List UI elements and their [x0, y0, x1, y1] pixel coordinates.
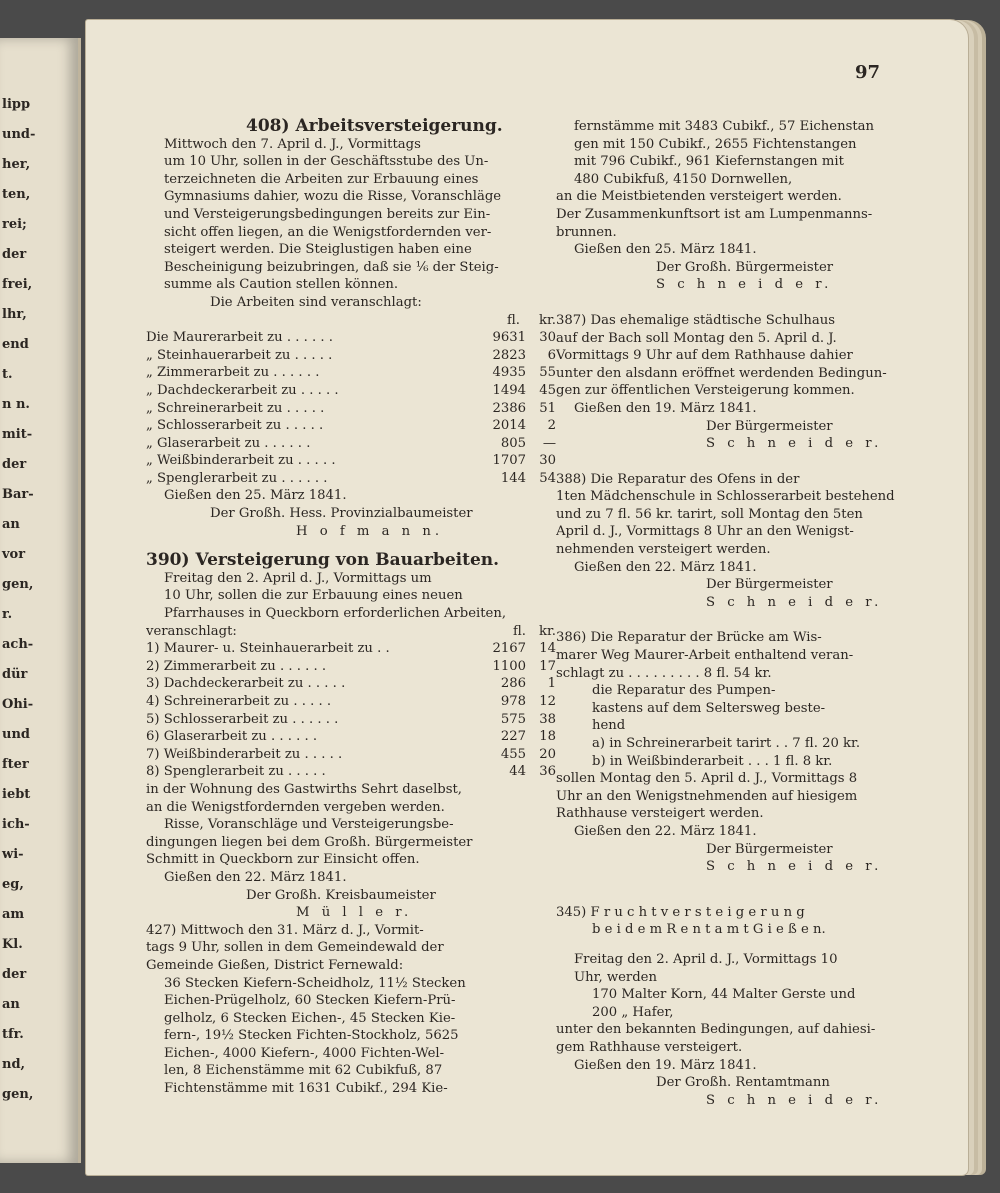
notice-427-signer-title: Der Großh. Bürgermeister — [656, 259, 834, 275]
left-page-fragment: lipp — [2, 97, 31, 112]
notice-345-heading-1: 345) F r u c h t v e r s t e i g e r u n g — [556, 904, 805, 920]
left-page-fragment: der — [2, 247, 27, 262]
notice-408-signer-name: H o f m a n n. — [296, 523, 444, 539]
cost-fl: 2386 — [492, 400, 526, 416]
text-line: an die Meistbietenden versteigert werden. — [556, 189, 842, 205]
notice-427-wood-list — [146, 975, 556, 1098]
cost-label: 8) Spenglerarbeit zu . . . . . — [146, 764, 326, 780]
text-line: 1ten Mädchenschule in Schlosserarbeit bestehend — [556, 489, 895, 505]
text-line: gem Rathhause versteigert. — [556, 1039, 743, 1055]
text-line: unter den bekannten Bedingungen, auf dahiesi- — [556, 1022, 876, 1038]
text-line: tags 9 Uhr, sollen in dem Gemeindewald der — [146, 940, 444, 956]
left-column — [146, 118, 556, 1098]
cost-fl: 44 — [509, 764, 526, 780]
text-line: 480 Cubikfuß, 4150 Dornwellen, — [574, 171, 793, 187]
cost-kr: — — [542, 435, 556, 451]
cost-row — [146, 364, 556, 382]
left-page-fragment: ach- — [2, 637, 34, 652]
left-page-fragment: ten, — [2, 187, 31, 202]
left-page-fragment: iebt — [2, 787, 31, 802]
notice-427-wood-list-cont — [556, 118, 964, 188]
cost-kr: 2 — [547, 418, 556, 434]
left-page-fragment: an — [2, 517, 20, 532]
text-line: kastens auf dem Seltersweg beste- — [592, 700, 826, 716]
cost-fl: 286 — [500, 676, 526, 692]
left-page-fragment: der — [2, 967, 27, 982]
cost-row — [146, 329, 556, 347]
text-line: Bescheinigung beizubringen, daß sie ⅙ der Steig- — [164, 259, 499, 275]
cost-fl: 1100 — [492, 658, 526, 674]
text-line: 387) Das ehemalige städtische Schulhaus — [556, 312, 836, 328]
notice-386-date: Gießen den 22. März 1841. — [574, 823, 757, 839]
cost-row — [146, 746, 556, 764]
cost-row — [146, 693, 556, 711]
text-line: sicht offen liegen, an die Wenigstfordernden ver- — [164, 224, 492, 240]
text-line: sollen Montag den 5. April d. J., Vormittags 8 — [556, 771, 858, 787]
left-page-fragment: fter — [2, 757, 29, 772]
text-line: gen zur öffentlichen Versteigerung kommen. — [556, 383, 855, 399]
text-line: in der Wohnung des Gastwirths Sehrt daselbst, — [146, 781, 463, 797]
cost-kr: 55 — [539, 365, 556, 381]
notice-387-date: Gießen den 19. März 1841. — [574, 400, 757, 416]
text-line: Vormittags 9 Uhr auf dem Rathhause dahier — [556, 348, 853, 364]
notice-408-units — [146, 312, 556, 330]
text-line: Uhr, werden — [574, 969, 657, 985]
text-line: hend — [592, 718, 626, 734]
left-page-fragment: rei; — [2, 217, 27, 232]
cost-label: „ Zimmerarbeit zu . . . . . . — [146, 365, 320, 381]
notice-345-date: Gießen den 19. März 1841. — [574, 1057, 757, 1073]
right-column — [556, 118, 964, 1109]
left-page-edge — [0, 38, 81, 1163]
left-page-fragment: r. — [2, 607, 13, 622]
text-line: Mittwoch den 7. April d. J., Vormittags — [164, 136, 421, 152]
left-page-fragment: end — [2, 337, 29, 352]
text-line: Der Zusammenkunftsort ist am Lumpenmanns- — [556, 206, 873, 222]
text-line: Pfarrhauses in Queckborn erforderlichen Arbeiten, — [164, 606, 507, 622]
cost-row — [146, 675, 556, 693]
cost-label: „ Spenglerarbeit zu . . . . . . — [146, 470, 328, 486]
left-page-fragment: her, — [2, 157, 31, 172]
notice-408-body — [146, 136, 556, 294]
text-line: summe als Caution stellen können. — [164, 277, 399, 293]
cost-fl: 2167 — [492, 641, 526, 657]
left-page-fragment: dür — [2, 667, 28, 682]
cost-label: 4) Schreinerarbeit zu . . . . . — [146, 694, 332, 709]
notice-387-signer-title: Der Bürgermeister — [706, 418, 833, 434]
text-line: die Reparatur des Pumpen- — [592, 683, 776, 699]
left-page-fragment: Bar- — [2, 487, 34, 502]
notice-390-cost-table — [146, 640, 556, 781]
notice-390-signer-name: M ü l l e r. — [296, 905, 413, 921]
notice-390-intro-row — [146, 623, 556, 641]
cost-fl: 227 — [500, 729, 526, 745]
text-line: brunnen. — [556, 224, 617, 240]
left-page-fragment: nd, — [2, 1057, 26, 1072]
cost-row — [146, 763, 556, 781]
cost-fl: 2014 — [492, 418, 526, 434]
notice-390-heading: 390) Versteigerung von Bauarbeiten. — [146, 552, 500, 570]
cost-kr: 30 — [539, 453, 556, 469]
text-line: mit 796 Cubikf., 961 Kiefernstangen mit — [574, 154, 844, 170]
left-page-fragment: lhr, — [2, 307, 27, 322]
left-page-fragment: eg, — [2, 877, 24, 892]
cost-row — [146, 470, 556, 488]
notice-408-intro: Die Arbeiten sind veranschlagt: — [210, 294, 422, 310]
cost-kr: 54 — [539, 470, 556, 486]
cost-fl: 978 — [500, 694, 526, 709]
text-line: Fichtenstämme mit 1631 Cubikf., 294 Kie- — [164, 1081, 448, 1097]
text-line: 36 Stecken Kiefern-Scheidholz, 11½ Stecken — [164, 975, 466, 991]
left-page-fragment: wi- — [2, 847, 24, 862]
left-page-fragment: ich- — [2, 817, 30, 832]
text-line: Eichen-, 4000 Kiefern-, 4000 Fichten-Wel- — [164, 1045, 445, 1061]
text-line: 427) Mittwoch den 31. März d. J., Vormit- — [146, 922, 424, 938]
text-line: 386) Die Reparatur der Brücke am Wis- — [556, 630, 822, 646]
cost-fl: 9631 — [492, 330, 526, 346]
cost-label: Die Maurerarbeit zu . . . . . . — [146, 330, 333, 346]
cost-fl: 1494 — [492, 382, 526, 398]
text-line: gen mit 150 Cubikf., 2655 Fichtenstangen — [574, 136, 857, 152]
notice-390-intro: veranschlagt: — [146, 623, 237, 639]
text-line: len, 8 Eichenstämme mit 62 Cubikfuß, 87 — [164, 1063, 443, 1079]
notice-387-signer-name: S c h n e i d e r. — [706, 436, 883, 452]
page-number: 97 — [854, 62, 880, 83]
cost-row — [146, 400, 556, 418]
notice-345-signer-name: S c h n e i d e r. — [706, 1092, 883, 1108]
text-line: und Versteigerungsbedingungen bereits zur Ein- — [164, 206, 491, 222]
cost-kr: 36 — [539, 764, 556, 780]
notice-390-signer-title: Der Großh. Kreisbaumeister — [246, 887, 436, 903]
notice-345-signer-title: Der Großh. Rentamtmann — [656, 1075, 830, 1091]
units-fl: fl. — [507, 312, 520, 328]
notice-408-signer-title: Der Großh. Hess. Provinzialbaumeister — [210, 506, 473, 522]
cost-row — [146, 728, 556, 746]
units-fl: fl. — [513, 623, 526, 639]
cost-row — [146, 640, 556, 658]
left-page-fragment: tfr. — [2, 1027, 24, 1042]
text-line: schlagt zu . . . . . . . . . 8 fl. 54 kr. — [556, 665, 772, 681]
cost-kr: 20 — [539, 746, 556, 762]
notice-388-body — [556, 471, 964, 559]
text-line: 200 „ Hafer, — [592, 1004, 674, 1020]
units-kr: kr. — [538, 312, 556, 328]
cost-fl: 455 — [500, 746, 526, 762]
notice-408-date: Gießen den 25. März 1841. — [164, 488, 347, 504]
text-line: an die Wenigstfordernden vergeben werden. — [146, 799, 445, 815]
notice-345-body — [556, 951, 964, 986]
cost-row — [146, 382, 556, 400]
text-line: 388) Die Reparatur des Ofens in der — [556, 471, 800, 487]
left-page-fragment: gen, — [2, 577, 34, 592]
notice-427-body — [146, 922, 556, 975]
text-line: um 10 Uhr, sollen in der Geschäftsstube des Un- — [164, 154, 489, 170]
cost-kr: 14 — [539, 641, 556, 657]
cost-label: „ Schreinerarbeit zu . . . . . — [146, 400, 325, 416]
cost-row — [146, 435, 556, 453]
left-page-fragment: gen, — [2, 1087, 34, 1102]
notice-386-signer-title: Der Bürgermeister — [706, 841, 833, 857]
text-line: Gemeinde Gießen, District Fernewald: — [146, 957, 404, 973]
cost-label: 2) Zimmerarbeit zu . . . . . . — [146, 658, 327, 674]
notice-386-pump-list — [556, 682, 964, 770]
text-line: 10 Uhr, sollen die zur Erbauung eines neuen — [164, 588, 463, 604]
cost-row — [146, 711, 556, 729]
cost-kr: 45 — [539, 382, 556, 398]
text-line: fern-, 19½ Stecken Fichten-Stockholz, 5625 — [164, 1028, 459, 1044]
text-line: unter den alsdann eröffnet werdenden Bedingun- — [556, 365, 887, 381]
notice-388-signer-name: S c h n e i d e r. — [706, 594, 883, 610]
notice-390-after2 — [146, 816, 556, 869]
left-page-fragment: Ohi- — [2, 697, 34, 712]
cost-label: 3) Dachdeckerarbeit zu . . . . . — [146, 676, 346, 692]
notice-345-heading-2: b e i d e m R e n t a m t G i e ß e n. — [592, 922, 826, 938]
cost-fl: 144 — [500, 470, 526, 486]
cost-label: „ Schlosserarbeit zu . . . . . — [146, 418, 324, 434]
cost-label: „ Steinhauerarbeit zu . . . . . — [146, 347, 333, 363]
left-page-fragment: und — [2, 727, 30, 742]
cost-kr: 30 — [539, 330, 556, 346]
cost-label: 6) Glaserarbeit zu . . . . . . — [146, 729, 318, 745]
notice-388-date: Gießen den 22. März 1841. — [574, 559, 757, 575]
notice-427-signer-name: S c h n e i d e r. — [656, 277, 833, 293]
text-line: Freitag den 2. April d. J., Vormittags um — [164, 570, 432, 586]
left-page-fragment: frei, — [2, 277, 33, 292]
cost-row — [146, 347, 556, 365]
cost-kr: 51 — [539, 400, 556, 416]
text-line: marer Weg Maurer-Arbeit enthaltend veran- — [556, 648, 854, 664]
notice-427-date: Gießen den 25. März 1841. — [574, 242, 757, 258]
text-line: dingungen liegen bei dem Großh. Bürgermeister — [146, 834, 473, 850]
text-line: gelholz, 6 Stecken Eichen-, 45 Stecken Kie- — [164, 1010, 456, 1026]
text-line: Gymnasiums dahier, wozu die Risse, Voranschläge — [164, 189, 502, 205]
text-line: Eichen-Prügelholz, 60 Stecken Kiefern-Prü- — [164, 993, 456, 1009]
document-page — [86, 20, 968, 1175]
units-kr: kr. — [538, 623, 556, 639]
left-page-fragment: an — [2, 997, 20, 1012]
cost-kr: 38 — [539, 711, 556, 727]
text-line: terzeichneten die Arbeiten zur Erbauung eines — [164, 171, 479, 187]
left-page-fragment: und- — [2, 127, 36, 142]
left-page-fragment: am — [2, 907, 25, 922]
text-line: a) in Schreinerarbeit tarirt . . 7 fl. 20 kr. — [592, 736, 861, 751]
cost-fl: 1707 — [492, 453, 526, 469]
text-line: April d. J., Vormittags 8 Uhr an den Wenigst- — [556, 524, 854, 540]
notice-390-after — [146, 781, 556, 816]
text-line: Uhr an den Wenigstnehmenden auf hiesigem — [556, 788, 858, 804]
notice-387-body — [556, 312, 964, 400]
cost-fl: 4935 — [492, 365, 526, 381]
left-page-fragment: Kl. — [2, 937, 23, 952]
cost-fl: 2823 — [492, 347, 526, 363]
cost-kr: 17 — [539, 658, 556, 674]
notice-345-grain-list — [556, 986, 964, 1021]
text-line: Freitag den 2. April d. J., Vormittags 10 — [574, 951, 838, 967]
text-line: 170 Malter Korn, 44 Malter Gerste und — [592, 987, 856, 1003]
left-page-fragment: mit- — [2, 427, 33, 442]
cost-label: 7) Weißbinderarbeit zu . . . . . — [146, 746, 343, 762]
text-line: und zu 7 fl. 56 kr. tarirt, soll Montag den 5ten — [556, 506, 863, 522]
cost-label: 1) Maurer- u. Steinhauerarbeit zu . . — [146, 641, 390, 657]
notice-408-heading: 408) Arbeitsversteigerung. — [246, 118, 503, 136]
notice-386-body — [556, 629, 964, 682]
cost-kr: 18 — [539, 729, 556, 745]
text-line: b) in Weißbinderarbeit . . . 1 fl. 8 kr. — [592, 753, 833, 769]
notice-386-signer-name: S c h n e i d e r. — [706, 859, 883, 875]
cost-row — [146, 658, 556, 676]
cost-row — [146, 417, 556, 435]
left-page-fragment: n n. — [2, 397, 30, 412]
cost-fl: 575 — [500, 711, 526, 727]
notice-408-cost-table — [146, 329, 556, 487]
cost-label: 5) Schlosserarbeit zu . . . . . . — [146, 711, 339, 727]
cost-row — [146, 452, 556, 470]
left-page-fragment: t. — [2, 367, 13, 382]
notice-386-after — [556, 770, 964, 823]
notice-345-after — [556, 1021, 964, 1056]
left-page-fragment: vor — [2, 547, 26, 562]
text-line: steigert werden. Die Steiglustigen haben eine — [164, 242, 472, 258]
notice-388-signer-title: Der Bürgermeister — [706, 577, 833, 593]
text-line: auf der Bach soll Montag den 5. April d. J. — [556, 330, 837, 346]
left-page-fragment: der — [2, 457, 27, 472]
text-line: Risse, Voranschläge und Versteigerungsbe- — [164, 817, 454, 833]
notice-390-date: Gießen den 22. März 1841. — [164, 869, 347, 885]
cost-kr: 6 — [547, 347, 556, 363]
cost-fl: 805 — [500, 435, 526, 451]
text-line: nehmenden versteigert werden. — [556, 542, 771, 558]
text-line: Schmitt in Queckborn zur Einsicht offen. — [146, 852, 420, 868]
notice-427-body-cont — [556, 188, 964, 241]
text-line: Rathhause versteigert werden. — [556, 806, 764, 822]
text-line: fernstämme mit 3483 Cubikf., 57 Eichenstan — [574, 119, 875, 134]
cost-label: „ Glaserarbeit zu . . . . . . — [146, 435, 311, 451]
cost-label: „ Weißbinderarbeit zu . . . . . — [146, 453, 336, 469]
cost-kr: 1 — [547, 676, 556, 692]
cost-kr: 12 — [539, 694, 556, 709]
notice-390-body — [146, 570, 556, 623]
cost-label: „ Dachdeckerarbeit zu . . . . . — [146, 382, 339, 398]
